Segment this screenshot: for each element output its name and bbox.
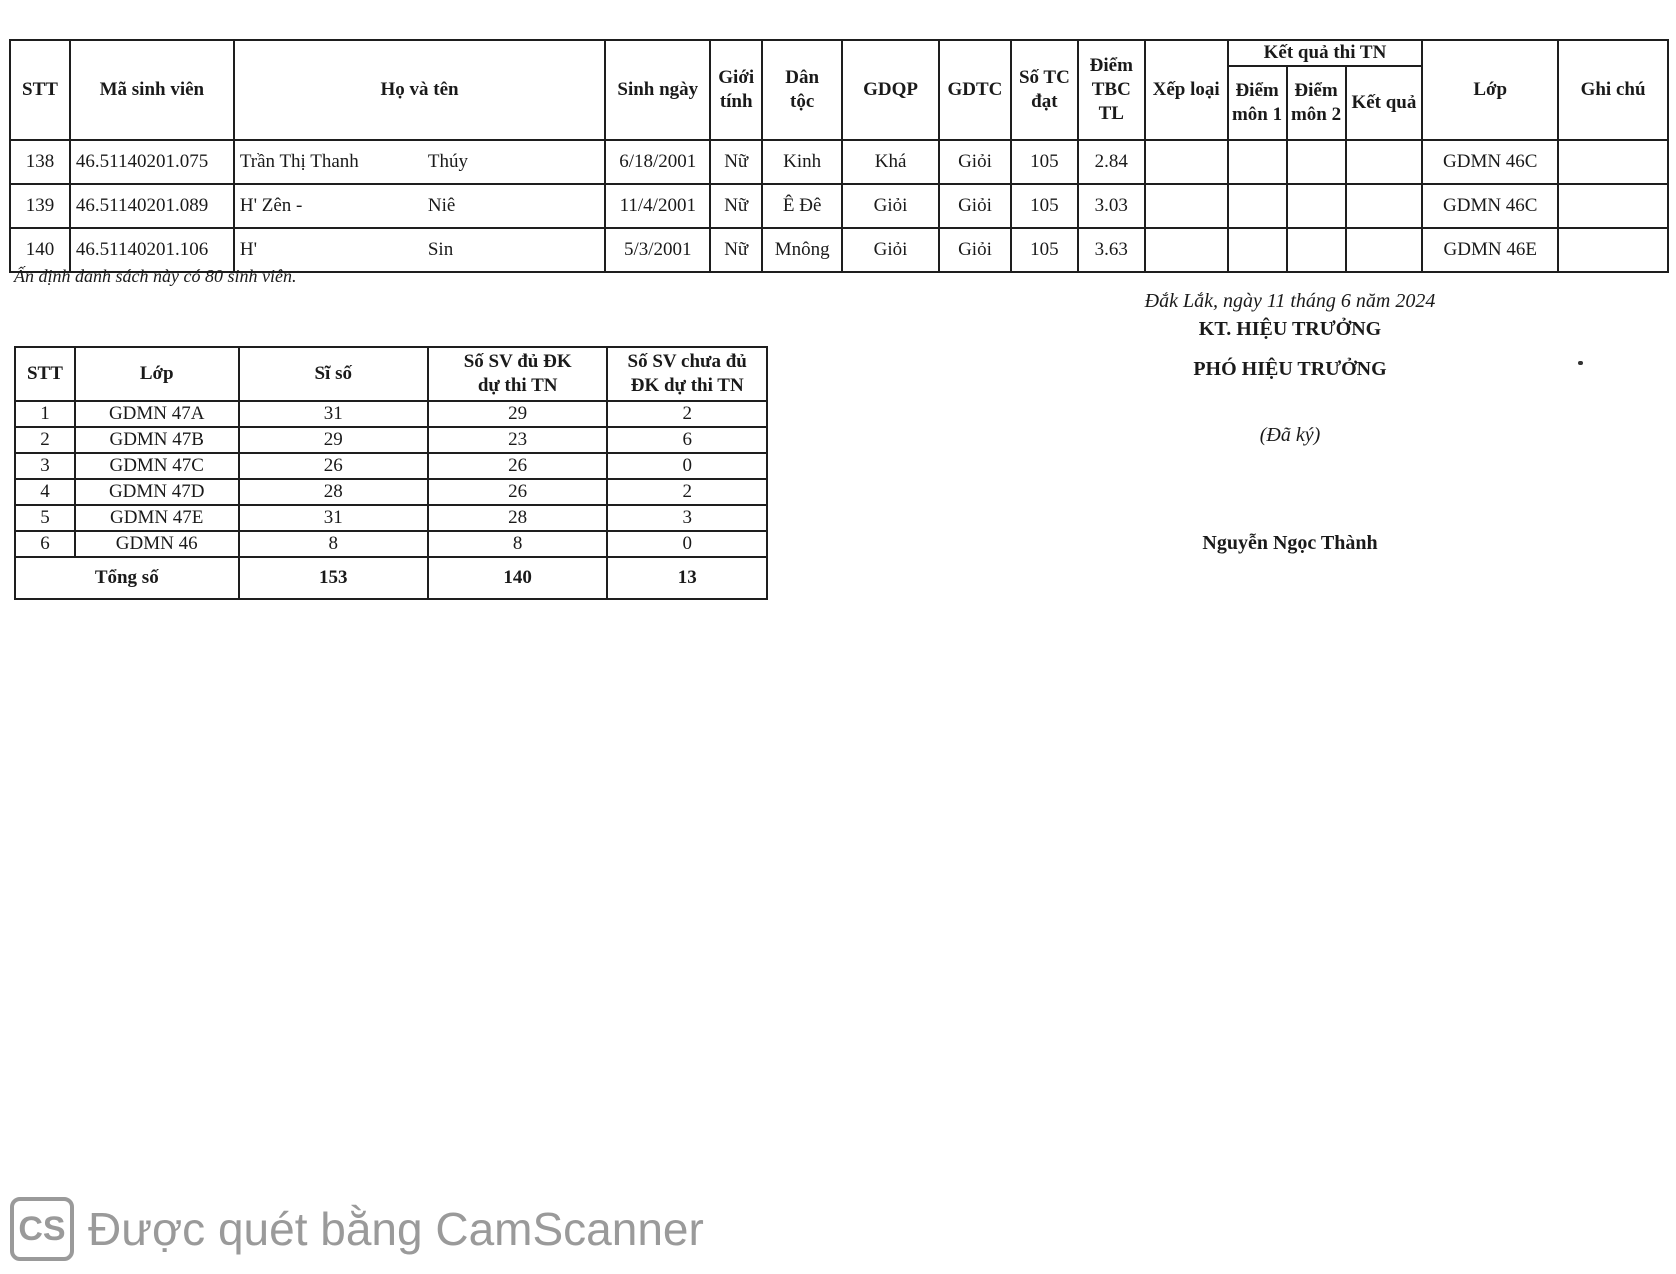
header-sinh-ngay: Sinh ngày bbox=[605, 40, 710, 140]
header-so-tc-line2: đạt bbox=[1031, 91, 1058, 112]
summary-header-chua-du-line2: ĐK dự thi TN bbox=[630, 375, 744, 396]
summary-header-si-so: Sĩ số bbox=[239, 347, 428, 401]
summary-cell-si-so: 29 bbox=[239, 427, 428, 453]
summary-row bbox=[15, 505, 767, 531]
summary-cell-du-dk: 26 bbox=[428, 479, 607, 505]
cell-gioi-tinh: Nữ bbox=[710, 228, 762, 272]
header-diem-mon2 bbox=[1287, 66, 1346, 140]
cell-gdqp: Khá bbox=[842, 140, 939, 184]
header-diem-mon1 bbox=[1228, 66, 1287, 140]
summary-cell-du-dk: 26 bbox=[428, 453, 607, 479]
summary-header-chua-du-line1: Số SV chưa đủ bbox=[627, 351, 747, 372]
summary-cell-chua-du: 0 bbox=[607, 453, 767, 479]
summary-cell-chua-du: 0 bbox=[607, 531, 767, 557]
cell-stt: 140 bbox=[10, 228, 70, 272]
cell-dan-toc: Mnông bbox=[762, 228, 842, 272]
cell-so-tc: 105 bbox=[1011, 140, 1078, 184]
table-row bbox=[10, 140, 1668, 184]
cell-ma-sv: 46.51140201.089 bbox=[70, 184, 234, 228]
cell-lop: GDMN 46C bbox=[1422, 184, 1558, 228]
cell-sinh-ngay: 6/18/2001 bbox=[605, 140, 710, 184]
summary-header-lop: Lớp bbox=[75, 347, 239, 401]
summary-cell-lop: GDMN 47B bbox=[75, 427, 239, 453]
cell-ket-qua bbox=[1346, 228, 1423, 272]
summary-cell-stt: 6 bbox=[15, 531, 75, 557]
signature-date: Đắk Lắk, ngày 11 tháng 6 năm 2024 bbox=[1144, 290, 1436, 312]
signature-title-secondary: PHÓ HIỆU TRƯỞNG bbox=[1193, 358, 1387, 380]
camscanner-watermark bbox=[10, 1195, 704, 1263]
summary-total-row bbox=[15, 557, 767, 599]
cell-stt: 138 bbox=[10, 140, 70, 184]
cell-diem-mon2 bbox=[1287, 228, 1346, 272]
cell-diem-tbc: 3.03 bbox=[1078, 184, 1145, 228]
summary-header-chua-du bbox=[607, 347, 767, 401]
cell-gdqp: Giỏi bbox=[842, 184, 939, 228]
cell-gdtc: Giỏi bbox=[939, 140, 1011, 184]
student-count-note: Ấn định danh sách này có 80 sinh viên. bbox=[14, 266, 297, 286]
header-lop: Lớp bbox=[1422, 40, 1558, 140]
summary-row bbox=[15, 401, 767, 427]
cell-ten: Niê bbox=[427, 195, 456, 216]
header-ket-qua-thi: Kết quả thi TN bbox=[1228, 40, 1423, 66]
summary-cell-du-dk: 29 bbox=[428, 401, 607, 427]
cell-diem-mon2 bbox=[1287, 184, 1346, 228]
summary-cell-chua-du: 6 bbox=[607, 427, 767, 453]
header-ma-sv: Mã sinh viên bbox=[70, 40, 234, 140]
header-diem-tbc bbox=[1078, 40, 1145, 140]
cell-so-tc: 105 bbox=[1011, 184, 1078, 228]
header-diem-mon2-line1: Điểm bbox=[1294, 80, 1338, 101]
cell-dan-toc: Kinh bbox=[762, 140, 842, 184]
summary-cell-si-so: 26 bbox=[239, 453, 428, 479]
header-stt: STT bbox=[10, 40, 70, 140]
summary-header-stt: STT bbox=[15, 347, 75, 401]
cell-diem-tbc: 2.84 bbox=[1078, 140, 1145, 184]
summary-cell-chua-du: 2 bbox=[607, 479, 767, 505]
header-so-tc bbox=[1011, 40, 1078, 140]
cell-lop: GDMN 46E bbox=[1422, 228, 1558, 272]
cell-diem-mon2 bbox=[1287, 140, 1346, 184]
summary-total-chua-du: 13 bbox=[607, 557, 767, 599]
cell-ma-sv: 46.51140201.106 bbox=[70, 228, 234, 272]
camscanner-logo-icon: CS bbox=[10, 1197, 74, 1261]
table-row bbox=[10, 184, 1668, 228]
summary-cell-du-dk: 28 bbox=[428, 505, 607, 531]
signature-signed-note: (Đã ký) bbox=[1259, 424, 1321, 446]
cell-diem-mon1 bbox=[1228, 184, 1287, 228]
summary-table bbox=[14, 346, 768, 600]
header-diem-tbc-line3: TL bbox=[1098, 103, 1124, 124]
cell-diem-mon1 bbox=[1228, 228, 1287, 272]
summary-total-label: Tổng số bbox=[15, 557, 239, 599]
cell-so-tc: 105 bbox=[1011, 228, 1078, 272]
summary-cell-si-so: 31 bbox=[239, 401, 428, 427]
header-diem-tbc-line1: Điểm bbox=[1089, 55, 1133, 76]
stray-mark bbox=[1578, 361, 1583, 365]
cell-dan-toc: Ê Đê bbox=[762, 184, 842, 228]
summary-cell-stt: 2 bbox=[15, 427, 75, 453]
summary-total-si-so: 153 bbox=[239, 557, 428, 599]
summary-cell-lop: GDMN 47A bbox=[75, 401, 239, 427]
cell-gioi-tinh: Nữ bbox=[710, 184, 762, 228]
header-dan-toc bbox=[762, 40, 842, 140]
header-gioi-tinh bbox=[710, 40, 762, 140]
watermark-text: Được quét bằng CamScanner bbox=[88, 1203, 704, 1255]
cell-diem-mon1 bbox=[1228, 140, 1287, 184]
summary-header-du-dk-line1: Số SV đủ ĐK bbox=[463, 351, 572, 372]
cell-ghi-chu bbox=[1558, 184, 1668, 228]
header-ghi-chu: Ghi chú bbox=[1558, 40, 1668, 140]
summary-header-du-dk-line2: dự thi TN bbox=[477, 375, 558, 396]
summary-total-du-dk: 140 bbox=[428, 557, 607, 599]
cell-ghi-chu bbox=[1558, 228, 1668, 272]
summary-row bbox=[15, 531, 767, 557]
cell-gdqp: Giỏi bbox=[842, 228, 939, 272]
summary-cell-du-dk: 23 bbox=[428, 427, 607, 453]
cell-sinh-ngay: 11/4/2001 bbox=[605, 184, 710, 228]
header-dan-toc-line2: tộc bbox=[790, 91, 815, 112]
header-ho-ten: Họ và tên bbox=[234, 40, 605, 140]
header-xep-loai: Xếp loại bbox=[1145, 40, 1228, 140]
summary-cell-si-so: 8 bbox=[239, 531, 428, 557]
signature-title-primary: KT. HIỆU TRƯỞNG bbox=[1198, 318, 1382, 340]
cell-ho-ten bbox=[234, 184, 605, 228]
cell-ket-qua bbox=[1346, 140, 1423, 184]
cell-ten: Sin bbox=[427, 239, 454, 260]
header-gioi-tinh-line1: Giới bbox=[718, 67, 755, 88]
cell-ho: Trần Thị Thanh bbox=[239, 151, 359, 172]
summary-cell-stt: 3 bbox=[15, 453, 75, 479]
summary-cell-stt: 5 bbox=[15, 505, 75, 531]
cell-lop: GDMN 46C bbox=[1422, 140, 1558, 184]
cell-ma-sv: 46.51140201.075 bbox=[70, 140, 234, 184]
cell-ten: Thúy bbox=[427, 151, 468, 172]
cell-ho-ten bbox=[234, 140, 605, 184]
cell-sinh-ngay: 5/3/2001 bbox=[605, 228, 710, 272]
summary-cell-lop: GDMN 47C bbox=[75, 453, 239, 479]
header-diem-mon1-line1: Điểm bbox=[1235, 80, 1279, 101]
cell-gioi-tinh: Nữ bbox=[710, 140, 762, 184]
summary-cell-chua-du: 2 bbox=[607, 401, 767, 427]
cell-gdtc: Giỏi bbox=[939, 184, 1011, 228]
cell-diem-tbc: 3.63 bbox=[1078, 228, 1145, 272]
header-gdqp: GDQP bbox=[842, 40, 939, 140]
summary-row bbox=[15, 453, 767, 479]
cell-gdtc: Giỏi bbox=[939, 228, 1011, 272]
summary-cell-lop: GDMN 47E bbox=[75, 505, 239, 531]
summary-cell-stt: 1 bbox=[15, 401, 75, 427]
summary-cell-lop: GDMN 47D bbox=[75, 479, 239, 505]
summary-row bbox=[15, 479, 767, 505]
summary-header-du-dk bbox=[428, 347, 607, 401]
summary-row bbox=[15, 427, 767, 453]
cell-xep-loai bbox=[1145, 184, 1228, 228]
header-diem-mon2-line2: môn 2 bbox=[1290, 104, 1342, 125]
summary-cell-stt: 4 bbox=[15, 479, 75, 505]
signer-name: Nguyễn Ngọc Thành bbox=[1202, 532, 1378, 554]
cell-xep-loai bbox=[1145, 228, 1228, 272]
cell-ghi-chu bbox=[1558, 140, 1668, 184]
student-table bbox=[9, 39, 1669, 273]
summary-cell-chua-du: 3 bbox=[607, 505, 767, 531]
header-ket-qua: Kết quả bbox=[1346, 66, 1423, 140]
header-so-tc-line1: Số TC bbox=[1018, 67, 1070, 88]
header-diem-tbc-line2: TBC bbox=[1091, 79, 1131, 100]
cell-ho: H' Zên - bbox=[239, 195, 303, 216]
summary-cell-si-so: 28 bbox=[239, 479, 428, 505]
summary-cell-si-so: 31 bbox=[239, 505, 428, 531]
cell-xep-loai bbox=[1145, 140, 1228, 184]
header-gdtc: GDTC bbox=[939, 40, 1011, 140]
cell-ho: H' bbox=[239, 239, 257, 260]
summary-cell-du-dk: 8 bbox=[428, 531, 607, 557]
cell-ket-qua bbox=[1346, 184, 1423, 228]
header-dan-toc-line1: Dân bbox=[785, 67, 820, 88]
header-diem-mon1-line2: môn 1 bbox=[1231, 104, 1283, 125]
summary-cell-lop: GDMN 46 bbox=[75, 531, 239, 557]
header-gioi-tinh-line2: tính bbox=[719, 91, 753, 112]
cell-stt: 139 bbox=[10, 184, 70, 228]
